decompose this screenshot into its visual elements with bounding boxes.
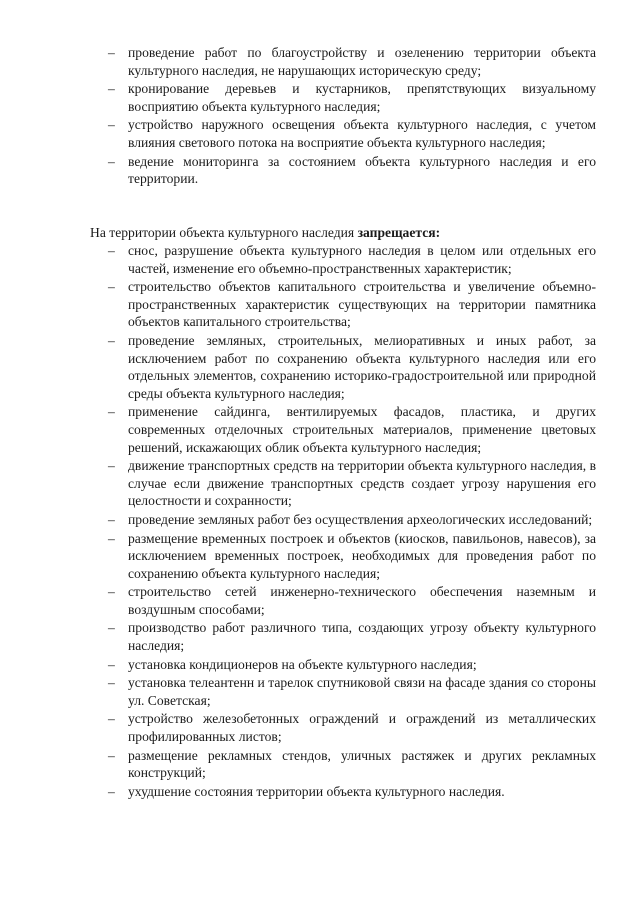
list-item-text: применение сайдинга, вентилируемых фасадов, пластика, и других современных отделочных строительных материалов, применение цветовых решений, искажающих облик объекта культурного наследия;	[128, 404, 596, 455]
dash-bullet: –	[108, 332, 115, 348]
list-item-text: строительство объектов капитального строительства и увеличение объемно-пространственных характеристик существующих на территории памятника объектов капитального строительства;	[128, 279, 596, 330]
list-item-text: устройство наружного освещения объекта культурного наследия, с учетом влияния светового потока на восприятие объекта культурного наследия;	[128, 117, 596, 150]
dash-bullet: –	[108, 511, 115, 527]
dash-bullet: –	[108, 711, 115, 727]
list-item	[108, 583, 596, 618]
prohibited-intro-emphasis: запрещается:	[357, 225, 441, 240]
prohibited-activities-list	[108, 242, 596, 801]
list-item-text: проведение земляных, строительных, мелиоративных и иных работ, за исключением работ по сохранению объекта культурного наследия или его отдельных элементов, сохранению историко-градостроительной или природной среды объекта культурного наследия;	[128, 332, 596, 401]
list-item-text: размещение временных построек и объектов (киосков, павильонов, навесов), за исключением временных построек, необходимых для проведения работ по сохранению объекта культурного наследия;	[128, 530, 596, 581]
dash-bullet: –	[108, 620, 115, 636]
list-item	[108, 278, 596, 331]
prohibited-intro-text: На территории объекта культурного наследия	[90, 225, 358, 240]
list-item	[108, 80, 596, 115]
list-item	[108, 747, 596, 782]
dash-bullet: –	[108, 530, 115, 546]
list-item	[108, 44, 596, 79]
list-item-text: проведение земляных работ без осуществления археологических исследований;	[128, 511, 593, 527]
list-item	[108, 457, 596, 510]
prohibited-intro	[90, 224, 596, 242]
dash-bullet: –	[108, 279, 115, 295]
list-item-text: строительство сетей инженерно-технического обеспечения наземным и воздушным способами;	[128, 584, 596, 617]
list-item	[108, 619, 596, 654]
dash-bullet: –	[108, 458, 115, 474]
list-item-text: устройство железобетонных ограждений и ограждений из металлических профилированных листов;	[128, 711, 596, 745]
dash-bullet: –	[108, 81, 115, 97]
dash-bullet: –	[108, 404, 115, 420]
list-item	[108, 511, 596, 529]
dash-bullet: –	[108, 656, 115, 672]
list-item-text: движение транспортных средств на территории объекта культурного наследия, в случае если движение транспортных средств создает угрозу нарушения его целостности и сохранности;	[128, 458, 596, 509]
list-item	[108, 656, 596, 674]
dash-bullet: –	[108, 243, 115, 258]
list-item	[108, 153, 596, 188]
list-item-text: снос, разрушение объекта культурного наследия в целом или отдельных его частей, изменение его объемно-пространственных характеристик;	[128, 243, 596, 276]
list-item	[108, 530, 596, 583]
dash-bullet: –	[108, 45, 115, 60]
list-item-text: производство работ различного типа, создающих угрозу объекту культурного наследия;	[128, 620, 596, 654]
list-item-text: ухудшение состояния территории объекта культурного наследия.	[128, 783, 505, 799]
dash-bullet: –	[108, 117, 115, 133]
permitted-activities-list	[108, 44, 596, 189]
list-item-text: проведение работ по благоустройству и озеленению территории объекта культурного наследия, не нарушающих историческую среду;	[128, 45, 596, 78]
dash-bullet: –	[108, 675, 115, 691]
list-item-text: установка телеантенн и тарелок спутниковой связи на фасаде здания со стороны ул. Советская;	[128, 675, 596, 708]
list-item	[108, 403, 596, 456]
list-item	[108, 116, 596, 151]
list-item-text: кронирование деревьев и кустарников, препятствующих визуальному восприятию объекта культурного наследия;	[128, 81, 596, 114]
list-item-text: размещение рекламных стендов, уличных растяжек и других рекламных конструкций;	[128, 747, 596, 781]
list-item-text: ведение мониторинга за состоянием объекта культурного наследия и его территории.	[128, 153, 596, 187]
dash-bullet: –	[108, 584, 115, 600]
dash-bullet: –	[108, 153, 115, 169]
list-item	[108, 710, 596, 745]
dash-bullet: –	[108, 747, 115, 763]
list-item	[108, 242, 596, 277]
dash-bullet: –	[108, 783, 115, 799]
list-item	[108, 332, 596, 402]
list-item	[108, 783, 596, 801]
list-item-text: установка кондиционеров на объекте культурного наследия;	[128, 656, 477, 672]
list-item	[108, 674, 596, 709]
